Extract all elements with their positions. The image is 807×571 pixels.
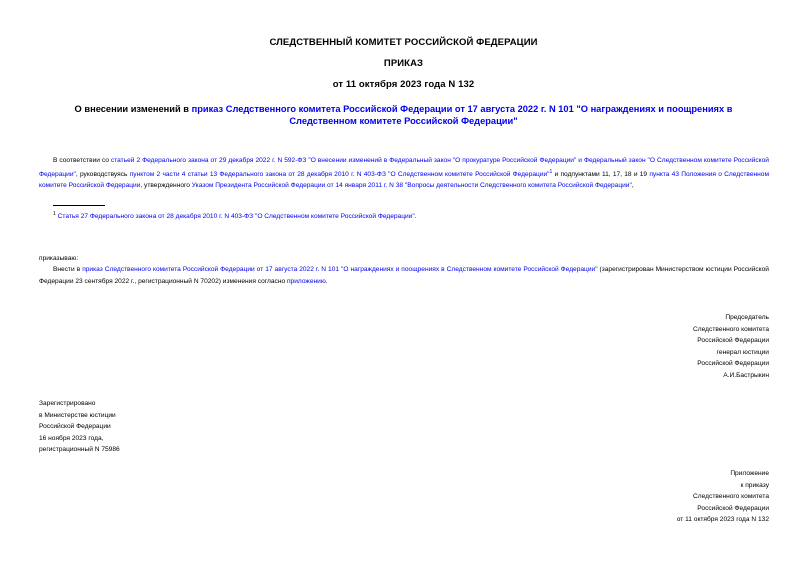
signature-line: Председатель xyxy=(725,314,769,321)
appendix-line: Следственного комитета xyxy=(693,493,769,501)
appendix-heading-block xyxy=(677,468,769,526)
document-date-number: от 11 октября 2023 года N 132 xyxy=(332,79,475,90)
body-order-link[interactable]: приказ Следственного комитета Российской Федерации от 17 августа 2022 г. N 101 "О награждениях и поощрениях в Следственном комитете Российской Федерации" xyxy=(82,266,598,273)
registration-line: 16 ноября 2023 года, xyxy=(39,434,104,442)
preamble-text-1: В соответствии со xyxy=(53,157,111,164)
footnote-reference[interactable]: 1 xyxy=(549,168,553,175)
footnote-law-link[interactable]: Статья 27 Федерального закона от 28 декабря 2010 г. N 403-ФЗ "О Следственном комитете Российской Федерации" xyxy=(57,213,415,221)
document-type: ПРИКАЗ xyxy=(383,58,424,69)
registration-line: Зарегистрировано xyxy=(39,400,96,407)
appendix-line: Российской Федерации xyxy=(697,504,769,512)
order-word: приказываю: xyxy=(39,255,79,262)
body-paragraph xyxy=(39,264,769,287)
registration-line: Российской Федерации xyxy=(39,423,111,431)
signature-line: Следственного комитета xyxy=(693,325,769,333)
body-appendix-link[interactable]: приложению xyxy=(286,277,326,285)
signature-line: Российской Федерации xyxy=(697,337,769,345)
signature-line: А.И.Бастрыкин xyxy=(723,371,769,379)
appendix-line: Приложение xyxy=(730,470,769,477)
signature-block xyxy=(693,312,769,382)
signature-line: генерал юстиции xyxy=(716,348,769,356)
registration-line: в Министерстве юстиции xyxy=(39,411,116,419)
title-order-link[interactable]: приказ Следственного комитета Российской Федерации от 17 августа 2022 г. N 101 "О награждениях и поощрениях в Следственном комитете Российской Федерации" xyxy=(191,104,733,126)
title-prefix: О внесении изменений в xyxy=(74,104,192,114)
registration-block xyxy=(39,398,120,456)
appendix-line: от 11 октября 2023 года N 132 xyxy=(676,516,769,524)
preamble-text-4: , утвержденного xyxy=(140,182,192,190)
preamble-paragraph xyxy=(39,155,769,192)
preamble-law-592-link[interactable]: статьей 2 Федерального закона от 29 декабря 2022 г. N 592-ФЗ "О внесении изменений в Федеральный закон "О прокуратуре Российской Федерации" и Федеральный закон "О Следственном комитете Российской Федерации" xyxy=(39,157,769,178)
organization-heading: СЛЕДСТВЕННЫЙ КОМИТЕТ РОССИЙСКОЙ ФЕДЕРАЦИИ xyxy=(269,37,538,48)
preamble-text-5: , xyxy=(631,182,634,190)
footnote xyxy=(53,209,773,223)
preamble-regulation-link[interactable]: пункта 43 Положения о Следственном комитете Российской Федерации xyxy=(39,170,770,190)
footnote-divider xyxy=(53,205,105,206)
preamble-law-403-link[interactable]: пунктом 2 части 4 статьи 13 Федерального закона от 28 декабря 2010 г. N 403-ФЗ "О Следственном комитете Российской Федерации" xyxy=(129,170,550,178)
preamble-text-2: , руководствуясь xyxy=(75,170,130,178)
footnote-mark: 1 xyxy=(53,211,56,217)
document-title xyxy=(0,104,807,127)
footnote-tail: . xyxy=(414,213,417,221)
appendix-line: к приказу xyxy=(740,481,769,489)
preamble-decree-link[interactable]: Указом Президента Российской Федерации от 14 января 2011 г. N 38 "Вопросы деятельности Следственного комитета Российской Федерации" xyxy=(191,182,632,190)
preamble-text-3: и подпунктами 11, 17, 18 и 19 xyxy=(552,170,650,178)
body-text-1: Внести в xyxy=(53,266,83,273)
body-text-3: . xyxy=(325,277,328,285)
body-text-2: (зарегистрирован Министерством юстиции Российской Федерации 23 сентября 2022 г., регистрационный N 70202) изменения согласно xyxy=(39,266,769,285)
registration-line: регистрационный N 75986 xyxy=(39,446,120,454)
signature-line: Российской Федерации xyxy=(697,360,769,368)
